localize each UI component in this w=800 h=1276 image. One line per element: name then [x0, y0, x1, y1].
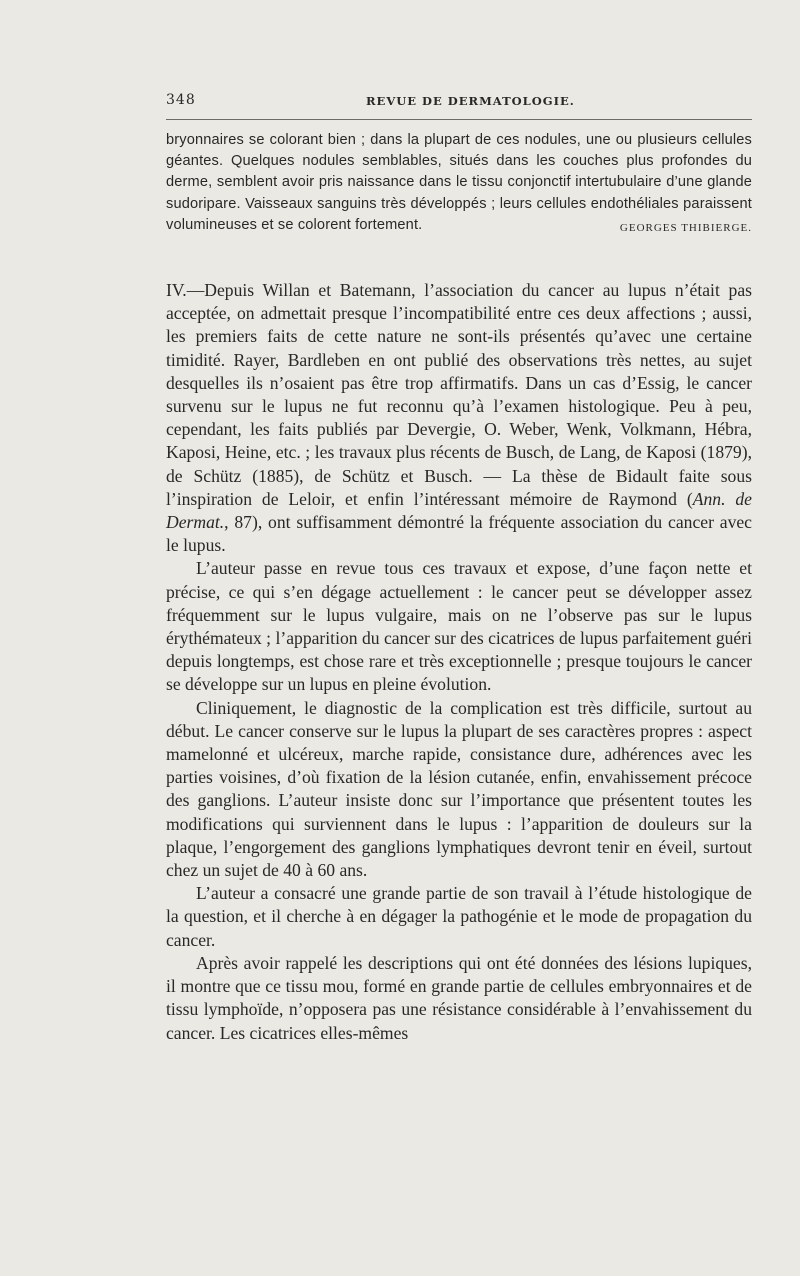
author-signature: GEORGES THIBIERGE.	[619, 221, 752, 234]
paragraph-1	[166, 279, 752, 557]
paragraph-1-text-a: IV.—Depuis Willan et Batemann, l’association du cancer au lupus n’était pas acceptée, on admettait presque l’incompatibilité entre ces deux affections ; aussi, les premiers faits de cette nature ne sont-ils présentés qu’avec une certaine timidité. Rayer, Bardleben en ont publié des observations très nettes, au sujet desquelles ils n’osaient pas être trop affirmatifs. Dans un cas d’Essig, le cancer survenu sur le lupus ne fut reconnu qu’à l’examen histologique. Peu à peu, cependant, les faits publiés par Devergie, O. Weber, Wenk, Volkmann, Hébra, Kaposi, Heine, etc. ; les travaux plus récents de Busch, de Lang, de Kaposi (1879), de Schütz (1885), de Schütz et Busch. — La thèse de Bidault faite sous l’inspiration de Leloir, et enfin l’intéressant mémoire de Raymond (	[166, 280, 752, 509]
paragraph-1-text-b: , 87), ont suffisamment démontré la fréquente association du cancer avec le lupus.	[166, 512, 752, 556]
header-rule	[166, 119, 752, 120]
page-number: 348	[166, 92, 196, 108]
article-body	[166, 279, 752, 1045]
paragraph-3: Cliniquement, le diagnostic de la complication est très difficile, surtout au début. Le cancer conserve sur le lupus la plupart de ses caractères propres : aspect mamelonné et ulcéreux, marche rapide, consistance dure, adhérences avec les parties voisines, d’où fixation de la lésion cutanée, enfin, envahissement précoce des ganglions. L’auteur insiste donc sur l’importance que présentent toutes les modifications qui surviennent dans le lupus : l’apparition de douleurs sur la plaque, l’engorgement des ganglions lymphatiques devront tenir en éveil, surtout chez un sujet de 40 à 60 ans.	[166, 697, 752, 881]
page-header	[166, 92, 752, 116]
previous-article-end	[166, 130, 752, 239]
previous-article-paragraph	[166, 130, 752, 236]
paragraph-5: Après avoir rappelé les descriptions qui ont été données des lésions lupiques, il montre que ce tissu mou, formé en grande partie de cellules embryonnaires et de tissu lymphoïde, n’opposera pas une résistance considérable à l’envahissement du cancer. Les cicatrices elles-mêmes	[166, 952, 752, 1043]
running-title: REVUE DE DERMATOLOGIE.	[366, 94, 575, 108]
journal-citation: Ann. de Dermat.	[166, 488, 752, 533]
paragraph-2: L’auteur passe en revue tous ces travaux et expose, d’une façon nette et précise, ce qui s’en dégage actuellement : le cancer peut se développer assez fréquemment sur le lupus vulgaire, mais on ne l’observe pas sur le lupus érythémateux ; l’apparition du cancer sur des cicatrices de lupus parfaitement guéri depuis longtemps, est chose rare et très exceptionnelle ; presque toujours le cancer se développe sur un lupus en pleine évolution.	[166, 558, 752, 695]
paragraph-4: L’auteur a consacré une grande partie de son travail à l’étude histologique de la question, et il cherche à en dégager la pathogénie et le mode de propagation du cancer.	[166, 883, 752, 950]
previous-article-text: bryonnaires se colorant bien ; dans la plupart de ces nodules, une ou plusieurs cellules géantes. Quelques nodules semblables, situés dans les couches plus profondes du derme, semblent avoir pris naissance dans le tissu conjonctif intertubulaire d’une glande sudoripare. Vaisseaux sanguins très développés ; leurs cellules endothéliales paraissent volumineuses et se colorent fortement.	[166, 132, 752, 233]
